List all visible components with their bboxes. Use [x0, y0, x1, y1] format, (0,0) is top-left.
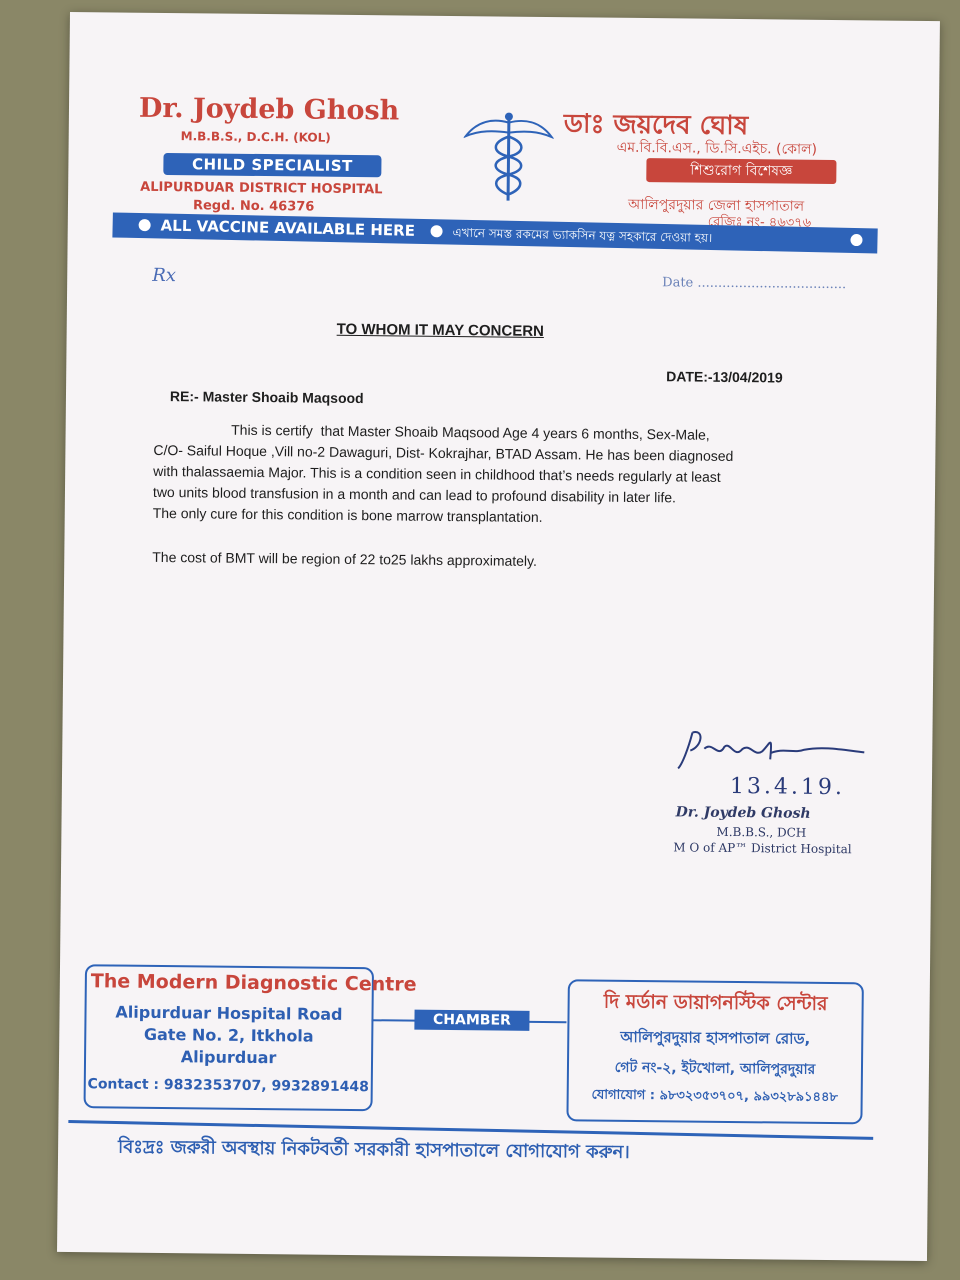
letter-date: DATE:-13/04/2019 [666, 368, 783, 386]
cost-statement: The cost of BMT will be region of 22 to25 lakhs approximately. [152, 548, 538, 569]
centre-address-line: Alipurduar Hospital Road [115, 1002, 343, 1024]
caduceus-icon [463, 108, 554, 208]
body-line: This is certify that Master Shoaib Maqsood Age 4 years 6 months, Sex-Male, [153, 420, 710, 443]
letter-subject: RE:- Master Shoaib Maqsood [169, 388, 364, 407]
doctor-degrees-en: M.B.B.S., D.C.H. (KOL) [180, 129, 331, 145]
doctor-name-en: Dr. Joydeb Ghosh [138, 92, 400, 127]
centre-contact-bn: যোগাযোগ : ৯৮৩২৩৫৩৭০৭, ৯৯৩২৮৯১৪৪৮ [591, 1087, 838, 1106]
letter-page [57, 12, 940, 1261]
stamp-name: Dr. Joydeb Ghosh [675, 804, 811, 822]
centre-address-line-bn: আলিপুরদুয়ার হাসপাতাল রোড, [620, 1027, 811, 1048]
body-line: with thalassaemia Major. This is a condition seen in childhood that’s needs regularly at least [153, 462, 721, 485]
bullet-icon [139, 219, 151, 231]
chamber-box-en [84, 964, 417, 1111]
body-line: C/O- Saiful Hoque ,Vill no-2 Dawaguri, Dist- Kokrajhar, BTAD Assam. He has been diagnosed [153, 441, 734, 464]
chamber-label: CHAMBER [414, 1010, 529, 1031]
emergency-notice: বিঃদ্রঃ জরুরী অবস্থায় নিকটবর্তী সরকারী হাসপাতালে যোগাযোগ করুন। [118, 1136, 630, 1163]
signature-date: 13.4.19. [729, 773, 846, 801]
vaccine-text-en: ALL VACCINE AVAILABLE HERE [160, 216, 416, 240]
centre-address-line: Alipurduar [180, 1047, 277, 1068]
specialty-badge-en: CHILD SPECIALIST [163, 153, 381, 177]
stamp-role: M O of AP™ District Hospital [673, 840, 852, 857]
stamp-degrees: M.B.B.S., DCH [716, 824, 807, 840]
doctor-name-bn: ডাঃ জয়দেব ঘোষ [563, 109, 749, 142]
vaccine-text-bn: এখানে সমস্ত রকমের ভ্যাকসিন যত্ন সহকারে দেওয়া হয়। [452, 225, 713, 246]
bullet-icon [430, 225, 442, 237]
registration-bn: রেজিঃ নং- ৪৬৩৭৬ [707, 214, 812, 231]
hospital-name-bn: আলিপুরদুয়ার জেলা হাসপাতাল [627, 196, 805, 215]
doctor-degrees-bn: এম.বি.বি.এস., ডি.সি.এইচ. (কোল) [616, 139, 818, 158]
letter-title: TO WHOM IT MAY CONCERN [336, 320, 545, 340]
registration-en: Regd. No. 46376 [192, 198, 315, 215]
date-field: Date .................................... [662, 275, 847, 293]
centre-title-bn: দি মর্ডান ডায়াগনস্টিক সেন্টার [603, 990, 828, 1015]
letter-body [153, 419, 794, 531]
centre-contact-en: Contact : 9832353707, 9932891448 [87, 1076, 370, 1096]
bullet-icon [850, 234, 862, 246]
body-line: two units blood transfusion in a month and can lead to profound disability in later life. [152, 483, 677, 506]
hospital-name-en: ALIPURDUAR DISTRICT HOSPITAL [140, 179, 383, 198]
centre-title-en: The Modern Diagnostic Centre [90, 970, 417, 996]
body-line: The only cure for this condition is bone marrow transplantation. [152, 504, 543, 525]
centre-address-line-bn: গেট নং-২, ইটখোলা, আলিপুরদুয়ার [614, 1059, 816, 1078]
chamber-box-bn [566, 979, 863, 1124]
specialty-badge-bn: শিশুরোগ বিশেষজ্ঞ [646, 158, 836, 184]
rx-symbol: Rx [152, 264, 177, 287]
centre-address-line: Gate No. 2, Itkhola [143, 1024, 314, 1046]
